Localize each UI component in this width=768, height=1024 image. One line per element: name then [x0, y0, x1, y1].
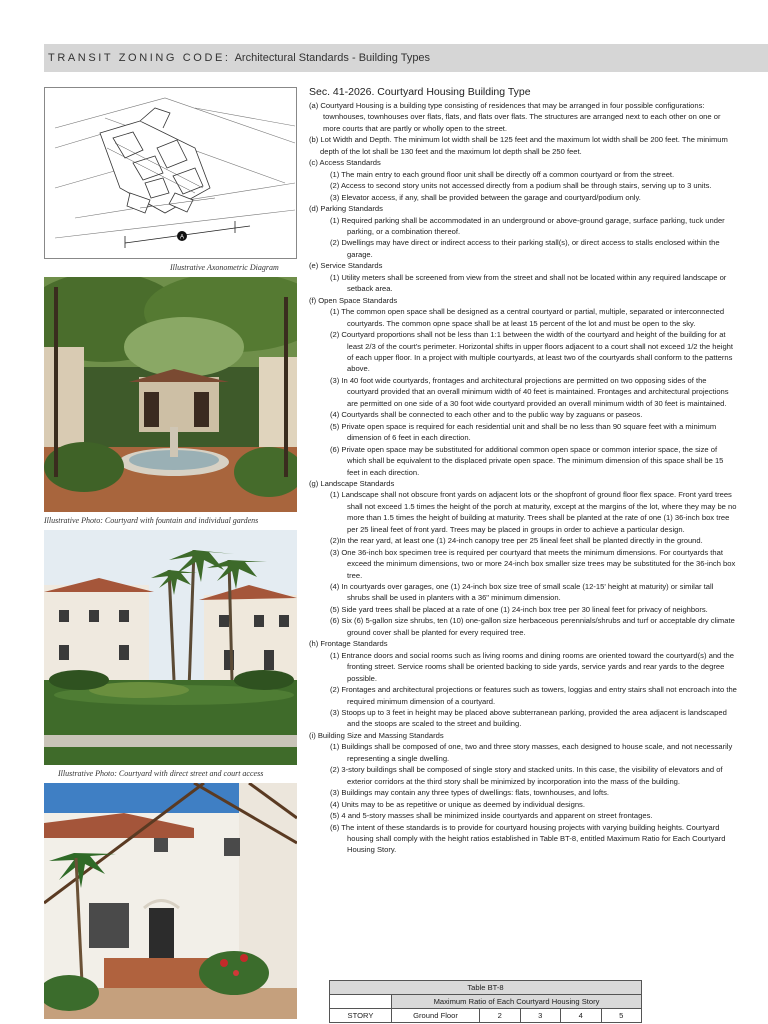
section-paragraph: (a) Courtyard Housing is a building type consisting of residences that may be arranged in four possible configurations: townhouses, townhouses over flats, flats, and flats over flats. The structures are arranged next to each other on one or more courts that are partly or wholly open to the street.: [309, 101, 721, 133]
table-row-label: STORY: [330, 1009, 392, 1023]
section-paragraph: (1) The common open space shall be designed as a central courtyard or partial, multiple, separated or interconnected courtyards. The common opne space shall be at least 15 percent of the lot and must be open to the sky.: [330, 307, 725, 328]
section-paragraph: (2) Courtyard proportions shall not be less than 1:1 between the width of the courtyard and height of the building for at least 2/3 of the court's perimeter. Horizontal shifts in upper floors adjacent to a court shall not exceed 1/2 the height of each upper floor. In a project with multiple courtyards, at least two of the courtyards shall conform to the patterns above.: [330, 330, 733, 374]
table-col-ground: Ground Floor: [392, 1009, 480, 1023]
courtyard-street-photo: [44, 530, 297, 765]
courtyard-street-image: [44, 530, 297, 765]
courtyard-fountain-image: [44, 277, 297, 512]
section-paragraph: (3) Stoops up to 3 feet in height may be placed above subterranean parking, provided the area adjacent is landscaped and the stoops are scaled to the street and building.: [330, 708, 727, 729]
section-subheading: (c) Access Standards: [309, 158, 381, 168]
section-paragraph: (2) Frontages and architectural projections or features such as towers, loggias and entry stairs shall not encroach into the required minimum dimension of a courtyard.: [330, 685, 737, 706]
section-paragraph: (2) Access to second story units not accessed directly from a podium shall be through stairs, serving up to 3 units.: [330, 181, 712, 191]
section-paragraph: (6) The intent of these standards is to provide for courtyard housing projects with varying building heights. Courtyard housing shall comply with the height ratios established in Table BT-8, entitled Maximum Ratio for Each Courtyard Housing Story.: [330, 822, 726, 855]
axon-dimension-label: A: [179, 234, 185, 241]
table-col-4: 4: [561, 1009, 602, 1023]
section-subheading: (e) Service Standards: [309, 261, 383, 271]
page-header: [44, 44, 768, 72]
section-paragraph: (5) Side yard trees shall be placed at a rate of one (1) 24-inch box tree per 30 lineal feet for privacy of neighbors.: [330, 604, 708, 614]
axonometric-drawing: [45, 88, 297, 259]
section-paragraph: (b) Lot Width and Depth. The minimum lot width shall be 125 feet and the maximum lot width shall be 200 feet. The minimum depth of the lot shall be 130 feet and the maximum lot depth shall be 250 feet.: [309, 135, 728, 156]
section-subheading: (f) Open Space Standards: [309, 295, 398, 305]
section-paragraph: (1) Landscape shall not obscure front yards on adjacent lots or the shopfront of ground floor flex space. Front yard trees shall not exceed 1.5 times the height of the porch at maturity, except at the margins of the lot, where they may be no more than 1.5 times the height of building at maturity. Trees shall be planted at the rate of one (1) 36-inch box tree per 25 lineal feet of front yard. Trees may be placed in groups in order to achieve a particular design.: [330, 490, 737, 534]
table-bt-8: [329, 980, 642, 1023]
section-paragraph: (3) One 36-inch box specimen tree is required per courtyard that meets the minimum dimensions. For courtyards that exceed the minimum dimensions, two or more 24-inch box smaller size trees may be substituted for the 36-inch box tree.: [330, 547, 736, 580]
table-col-2: 2: [480, 1009, 521, 1023]
courtyard-stairs-photo: [44, 783, 297, 1019]
table-col-5: 5: [601, 1009, 642, 1023]
section-subheading: (i) Building Size and Massing Standards: [309, 730, 444, 740]
section-paragraph: (5) Private open space is required for each residential unit and shall be no less than 90 square feet with a minimum dimension of 6 feet in each direction.: [330, 421, 717, 443]
axonometric-diagram: [44, 87, 297, 259]
section-paragraph: (1) Buildings shall be composed of one, two and three story masses, each designed to house scale, and not necessarily representing a single dwelling.: [330, 742, 733, 763]
photo2-caption: Illustrative Photo: Courtyard with direct street and court access: [58, 769, 264, 778]
table-title: Table BT-8: [330, 981, 642, 995]
table-col-3: 3: [520, 1009, 561, 1023]
photo1-caption: Illustrative Photo: Courtyard with fountain and individual gardens: [44, 516, 259, 525]
section-paragraph: (4) In courtyards over garages, one (1) 24-inch box size tree of small scale (12-15' height at maturity) or similar tall shrubs shall be used in planters with a 36" minimum dimension.: [330, 582, 714, 603]
section-paragraph: (2) 3-story buildings shall be composed of single story and stacked units. In this case, the visibility of elevators and of exterior corridors at the third story shall be minimized by incorporation into the mass of the building.: [330, 765, 723, 786]
section-subheading: (h) Frontage Standards: [309, 639, 388, 649]
courtyard-fountain-photo: [44, 277, 297, 512]
section-subheading: (g) Landscape Standards: [309, 478, 395, 488]
section-paragraph: (6) Private open space may be substituted for additional common open space or common interior space, the size of which shall be equivalent to the displaced private open space. The minimum dimension of this space shall be 15 feet in each direction.: [330, 444, 724, 477]
section-paragraph: (4) Courtyards shall be connected to each other and to the public way by zaguans or paseos.: [330, 410, 643, 420]
section-paragraph: (2) Dwellings may have direct or indirect access to their parking stall(s), or direct access to stalls enclosed within the garage.: [330, 238, 720, 259]
section-paragraph: (6) Six (6) 5-gallon size shrubs, ten (10) one-gallon size herbaceous perennials/shrubs and turf or acceptable dry climate ground cover shall be planted for every required tree.: [330, 616, 735, 637]
section-paragraph: (2)In the rear yard, at least one (1) 24-inch canopy tree per 25 lineal feet shall be planted directly in the ground.: [330, 536, 703, 546]
section-body: [309, 86, 737, 856]
section-paragraph: (1) Entrance doors and social rooms such as living rooms and dining rooms are oriented toward the courtyard(s) and the fronting street. Service rooms shall be oriented backing to side yards, service yards and rear yards to the degree possible.: [330, 650, 734, 683]
header-code: TRANSIT ZONING CODE:: [48, 52, 231, 64]
section-paragraph: (3) In 40 foot wide courtyards, frontages and architectural projections are permitted on two opposing sides of the courtyard provided that an overall minimum width of 40 feet is maintained. Frontages and architectural projections are permitted on one side of a 30 foot wide courtyard provided an overall minimum width of 30 feet is maintained.: [330, 375, 729, 408]
section-paragraph: (3) Elevator access, if any, shall be provided between the garage and courtyard/podium only.: [330, 192, 641, 202]
section-paragraph: (1) Utility meters shall be screened from view from the street and shall not be located within any required landscape or setback area.: [330, 272, 727, 294]
section-lines: [309, 100, 737, 856]
table-subtitle: Maximum Ratio of Each Courtyard Housing Story: [392, 995, 642, 1009]
courtyard-stairs-image: [44, 783, 297, 1019]
section-title: Sec. 41-2026. Courtyard Housing Building Type: [309, 86, 531, 98]
section-paragraph: (5) 4 and 5-story masses shall be minimized inside courtyards and apparent on street frontages.: [330, 811, 653, 821]
header-subtitle: Architectural Standards - Building Types: [234, 52, 431, 64]
axon-caption: Illustrative Axonometric Diagram: [170, 263, 279, 272]
section-paragraph: (1) Required parking shall be accommodated in an underground or above-ground garage, surface parking, tuck under parking, or a combination thereof.: [330, 215, 725, 236]
section-paragraph: (1) The main entry to each ground floor unit shall be directly off a common courtyard or from the street.: [330, 169, 675, 179]
section-paragraph: (3) Buildings may contain any three types of dwellings: flats, townhouses, and lofts.: [330, 788, 610, 798]
section-paragraph: (4) Units may to be as repetitive or unique as deemed by individual designs.: [330, 799, 585, 809]
section-subheading: (d) Parking Standards: [309, 204, 383, 214]
